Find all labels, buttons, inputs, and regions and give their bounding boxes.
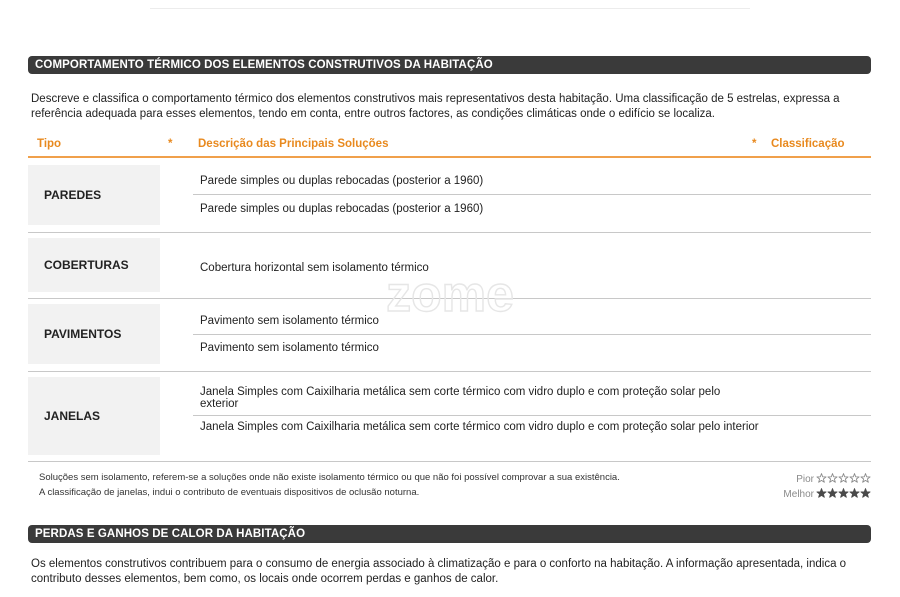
section-title-heat: PERDAS E GANHOS DE CALOR DA HABITAÇÃO bbox=[28, 525, 871, 543]
star-empty-icon bbox=[861, 474, 870, 483]
group-janelas bbox=[28, 377, 871, 455]
group-divider bbox=[28, 371, 871, 372]
legend-best-stars bbox=[816, 488, 871, 501]
row-description: Cobertura horizontal sem isolamento térmico bbox=[200, 262, 429, 274]
table-row bbox=[193, 203, 871, 217]
star-filled-icon bbox=[817, 489, 826, 498]
group-label: COBERTURAS bbox=[28, 238, 160, 292]
row-description: Pavimento sem isolamento térmico bbox=[200, 315, 379, 327]
zome-logo-icon bbox=[340, 271, 560, 321]
header-tipo: Tipo bbox=[37, 138, 62, 150]
star-empty-icon bbox=[850, 474, 859, 483]
star-empty-icon bbox=[817, 474, 826, 483]
header-descricao: Descrição das Principais Soluções bbox=[198, 138, 389, 150]
legend-worst bbox=[796, 473, 871, 486]
group-divider bbox=[28, 461, 871, 462]
star-row bbox=[816, 488, 871, 498]
header-classificacao: Classificação bbox=[771, 138, 845, 150]
table-row bbox=[193, 421, 871, 447]
table-header bbox=[28, 136, 871, 158]
star-filled-icon bbox=[861, 489, 870, 498]
star-filled-icon bbox=[839, 489, 848, 498]
star-empty-icon bbox=[839, 474, 848, 483]
watermark-text: zome bbox=[386, 271, 514, 321]
section-intro-thermal: Descreve e classifica o comportamento térmico dos elementos construtivos mais representativos desta habitação. Uma classificação de 5 estrelas, expressa a referência adequada para esses elementos, tendo em conta, entre outros factores, as condições climáticas onde o edifício se localiza. bbox=[31, 93, 840, 120]
header-asterisk-1: * bbox=[168, 138, 173, 150]
top-rule bbox=[150, 8, 750, 9]
section-title-thermal: COMPORTAMENTO TÉRMICO DOS ELEMENTOS CONSTRUTIVOS DA HABITAÇÃO bbox=[28, 56, 871, 74]
legend-worst-stars bbox=[816, 473, 871, 486]
star-empty-icon bbox=[828, 474, 837, 483]
group-divider bbox=[28, 232, 871, 233]
footnote-janelas: A classificação de janelas, indui o contributo de eventuais dispositivos de oclusão noturna. bbox=[39, 487, 420, 498]
group-label: JANELAS bbox=[28, 377, 160, 455]
header-asterisk-2: * bbox=[752, 138, 757, 150]
star-row bbox=[816, 473, 871, 483]
row-divider bbox=[193, 194, 871, 195]
row-description: Pavimento sem isolamento térmico bbox=[200, 342, 379, 354]
table-row bbox=[193, 386, 871, 412]
row-divider bbox=[193, 415, 871, 416]
star-filled-icon bbox=[850, 489, 859, 498]
legend-best-label: Melhor bbox=[783, 489, 814, 500]
star-filled-icon bbox=[828, 489, 837, 498]
legend-best bbox=[783, 488, 871, 501]
row-description: Parede simples ou duplas rebocadas (posterior a 1960) bbox=[200, 175, 484, 187]
row-divider bbox=[193, 334, 871, 335]
row-description: Janela Simples com Caixilharia metálica sem corte térmico com vidro duplo e com proteção solar pelo interior bbox=[200, 421, 759, 433]
group-label: PAVIMENTOS bbox=[28, 304, 160, 364]
group-label: PAREDES bbox=[28, 165, 160, 225]
group-paredes bbox=[28, 165, 871, 227]
section-intro-heat: Os elementos construtivos contribuem para o consumo de energia associado à climatização e para o conforto na habitação. A informação apresentada, indica o contributo desses elementos, bem como, os locais onde ocorrem perdas e ganhos de calor. bbox=[31, 558, 847, 585]
footnote-isolamento: Soluções sem isolamento, referem-se a soluções onde não existe isolamento térmico ou que não foi possível comprovar a sua existência. bbox=[39, 472, 620, 483]
row-description: Janela Simples com Caixilharia metálica sem corte térmico com vidro duplo e com proteção solar pelo exterior bbox=[200, 386, 721, 410]
table-row bbox=[193, 342, 871, 356]
legend-worst-label: Pior bbox=[796, 474, 814, 485]
table-row bbox=[193, 175, 871, 189]
row-description: Parede simples ou duplas rebocadas (posterior a 1960) bbox=[200, 203, 484, 215]
